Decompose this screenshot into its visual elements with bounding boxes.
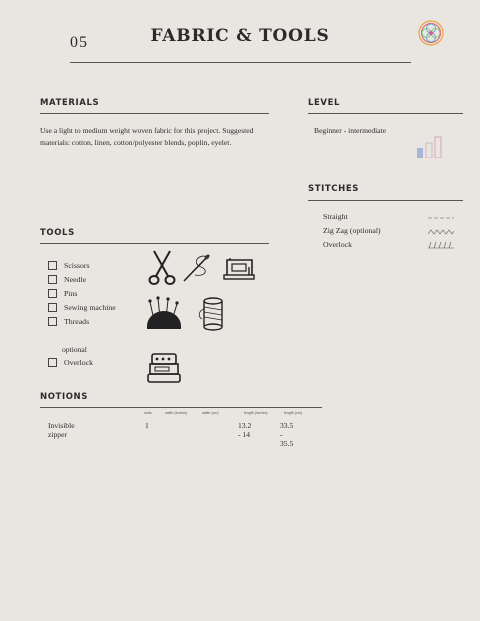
notion-name: Invisible zipper	[48, 421, 75, 439]
tool-label: Pins	[64, 289, 78, 298]
needle-checkbox[interactable]	[48, 275, 57, 284]
tools-divider	[40, 243, 269, 244]
column-header-units: units	[144, 411, 152, 415]
tools-heading: TOOLS	[40, 228, 75, 238]
sewing-machine-icon	[222, 255, 256, 281]
notions-divider	[40, 407, 322, 408]
level-heading: LEVEL	[308, 98, 341, 108]
column-header-width-inches: width (inches)	[165, 411, 188, 415]
materials-text-line-2: materials: cotton, linen, cotton/polyester blends, poplin, eyelet.	[40, 138, 232, 147]
overlock-stitch-icon	[428, 241, 454, 249]
column-header-length-inches: length (inches)	[244, 411, 268, 415]
materials-text	[40, 125, 300, 149]
pincushion-icon	[144, 296, 184, 330]
overlock-checkbox[interactable]	[48, 358, 57, 367]
tool-item-sewing-machine	[48, 303, 116, 312]
notions-heading: NOTIONS	[40, 392, 88, 402]
tool-label: Sewing machine	[64, 303, 116, 312]
scissors-checkbox[interactable]	[48, 261, 57, 270]
overlock-machine-icon	[147, 352, 181, 384]
stitch-straight-label: Straight	[323, 212, 348, 221]
materials-heading: MATERIALS	[40, 98, 100, 108]
tool-label: Scissors	[64, 261, 90, 270]
level-value: Beginner - intermediate	[314, 126, 387, 135]
notion-length-inches: 13.2 - 14	[238, 421, 252, 439]
page-number: 05	[70, 34, 88, 51]
stitch-overlock-label: Overlock	[323, 240, 353, 249]
threads-checkbox[interactable]	[48, 317, 57, 326]
scissors-icon	[148, 250, 176, 286]
stitch-zigzag-label: Zig Zag (optional)	[323, 226, 381, 235]
level-divider	[308, 113, 463, 114]
tool-label: Overlock	[64, 358, 94, 367]
optional-label: optional	[62, 345, 87, 354]
column-header-width-cm: width (cm)	[202, 411, 219, 415]
thread-spool-icon	[196, 297, 226, 331]
materials-text-line-1: Use a light to medium weight woven fabric for this project. Suggested	[40, 126, 254, 135]
tool-item-scissors	[48, 261, 90, 270]
title-divider	[70, 62, 411, 63]
sewing-machine-checkbox[interactable]	[48, 303, 57, 312]
stitches-heading: STITCHES	[308, 184, 359, 194]
needle-icon	[181, 251, 213, 283]
column-header-length-cm: length (cm)	[284, 411, 302, 415]
stitches-divider	[308, 200, 463, 201]
zigzag-stitch-icon	[428, 228, 454, 236]
tool-label: Needle	[64, 275, 87, 284]
notion-units: 1	[145, 421, 149, 430]
tool-label: Threads	[64, 317, 90, 326]
tool-item-threads	[48, 317, 89, 326]
mandala-logo-icon	[418, 20, 444, 46]
pins-checkbox[interactable]	[48, 289, 57, 298]
materials-divider	[40, 113, 269, 114]
tool-item-needle	[48, 275, 86, 284]
tool-item-pins	[48, 289, 77, 298]
level-bars-icon	[416, 136, 444, 158]
notion-length-cm: 33.5 - 35.5	[280, 421, 294, 448]
page-title: FABRIC & TOOLS	[150, 26, 330, 46]
tool-item-overlock	[48, 358, 93, 367]
straight-stitch-icon	[428, 214, 454, 222]
